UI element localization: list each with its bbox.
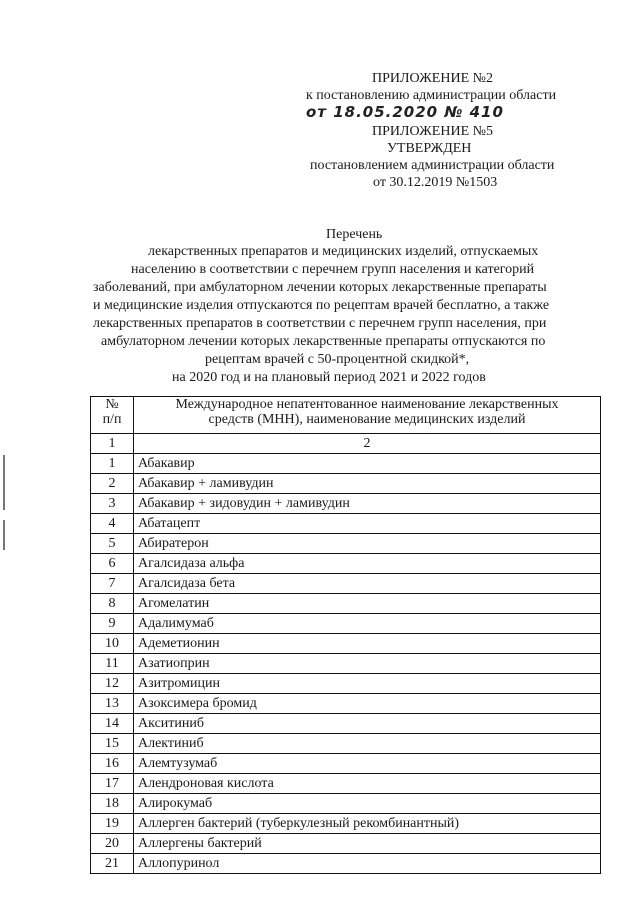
appendix-5-title: ПРИЛОЖЕНИЕ №5 <box>372 124 493 139</box>
header-number-line: п/п <box>102 412 122 427</box>
header-name <box>134 397 601 434</box>
table-row <box>91 534 601 554</box>
row-number: 3 <box>91 494 134 514</box>
row-name: Аллергены бактерий <box>134 834 601 854</box>
header-number-line: № <box>105 397 119 412</box>
table-row <box>91 614 601 634</box>
table-row <box>91 734 601 754</box>
row-number: 11 <box>91 654 134 674</box>
row-number: 12 <box>91 674 134 694</box>
title-line: заболеваний, при амбулаторном лечении которых лекарственные препараты <box>93 280 547 295</box>
column-index-row <box>91 434 601 454</box>
row-name: Азоксимера бромид <box>134 694 601 714</box>
row-name: Алектиниб <box>134 734 601 754</box>
row-name: Алирокумаб <box>134 794 601 814</box>
row-name: Акситиниб <box>134 714 601 734</box>
title-line: рецептам врачей с 50-процентной скидкой*, <box>205 352 470 367</box>
title-line: на 2020 год и на плановый период 2021 и 2022 годов <box>172 370 486 385</box>
title-line: амбулаторном лечении которых лекарственные препараты отпускаются по <box>101 334 546 349</box>
scan-margin-mark <box>3 455 5 510</box>
row-number: 8 <box>91 594 134 614</box>
header-name-line: Международное непатентованное наименование лекарственных <box>175 397 559 412</box>
row-number: 5 <box>91 534 134 554</box>
table-row <box>91 634 601 654</box>
row-name: Азатиоприн <box>134 654 601 674</box>
row-number: 18 <box>91 794 134 814</box>
row-name: Азитромицин <box>134 674 601 694</box>
table-row <box>91 754 601 774</box>
table-row <box>91 574 601 594</box>
table-row <box>91 714 601 734</box>
row-name: Алендроновая кислота <box>134 774 601 794</box>
title-heading: Перечень <box>326 227 383 242</box>
row-number: 9 <box>91 614 134 634</box>
row-name: Агалсидаза альфа <box>134 554 601 574</box>
table-row <box>91 814 601 834</box>
row-number: 13 <box>91 694 134 714</box>
row-number: 16 <box>91 754 134 774</box>
appendix-2-title: ПРИЛОЖЕНИЕ №2 <box>372 71 493 86</box>
row-name: Адалимумаб <box>134 614 601 634</box>
row-name: Абатацепт <box>134 514 601 534</box>
row-name: Абакавир + ламивудин <box>134 474 601 494</box>
column-index-2: 2 <box>134 434 601 454</box>
table-row <box>91 834 601 854</box>
row-number: 15 <box>91 734 134 754</box>
row-number: 7 <box>91 574 134 594</box>
row-name: Аллопуринол <box>134 854 601 874</box>
header-number <box>91 397 134 434</box>
row-name: Алемтузумаб <box>134 754 601 774</box>
row-name: Агомелатин <box>134 594 601 614</box>
row-name: Абакавир <box>134 454 601 474</box>
table-row <box>91 674 601 694</box>
row-number: 20 <box>91 834 134 854</box>
table-row <box>91 494 601 514</box>
table-row <box>91 554 601 574</box>
row-name: Абиратерон <box>134 534 601 554</box>
table-row <box>91 474 601 494</box>
table-row <box>91 594 601 614</box>
row-number: 1 <box>91 454 134 474</box>
table-row <box>91 514 601 534</box>
handwritten-date-number: от 18.05.2020 № 410 <box>306 103 504 121</box>
scan-margin-mark <box>3 520 5 550</box>
title-line: населению в соответствии с перечнем групп населения и категорий <box>131 262 535 277</box>
row-number: 21 <box>91 854 134 874</box>
row-number: 4 <box>91 514 134 534</box>
title-line: лекарственных препаратов и медицинских изделий, отпускаемых <box>148 244 539 259</box>
table-header-row <box>91 397 601 434</box>
row-number: 6 <box>91 554 134 574</box>
header-name-line: средств (МНН), наименование медицинских изделий <box>208 412 526 427</box>
row-name: Адеметионин <box>134 634 601 654</box>
row-name: Агалсидаза бета <box>134 574 601 594</box>
column-index-1: 1 <box>91 434 134 454</box>
table-row <box>91 774 601 794</box>
table-row <box>91 694 601 714</box>
table-row <box>91 454 601 474</box>
title-line: лекарственных препаратов в соответствии с перечнем групп населения, при <box>93 316 547 331</box>
by-resolution-text: постановлением администрации области <box>310 158 555 173</box>
medicines-table <box>90 396 601 874</box>
row-number: 19 <box>91 814 134 834</box>
table-row <box>91 794 601 814</box>
resolution-date: от 30.12.2019 №1503 <box>373 175 498 190</box>
title-line: и медицинские изделия отпускаются по рецептам врачей бесплатно, а также <box>93 298 550 313</box>
row-number: 17 <box>91 774 134 794</box>
row-number: 14 <box>91 714 134 734</box>
row-number: 10 <box>91 634 134 654</box>
approved-label: УТВЕРЖДЕН <box>387 141 472 156</box>
to-resolution-text: к постановлению администрации области <box>306 88 557 103</box>
table-row <box>91 654 601 674</box>
row-name: Аллерген бактерий (туберкулезный рекомбинантный) <box>134 814 601 834</box>
row-number: 2 <box>91 474 134 494</box>
row-name: Абакавир + зидовудин + ламивудин <box>134 494 601 514</box>
table-row <box>91 854 601 874</box>
